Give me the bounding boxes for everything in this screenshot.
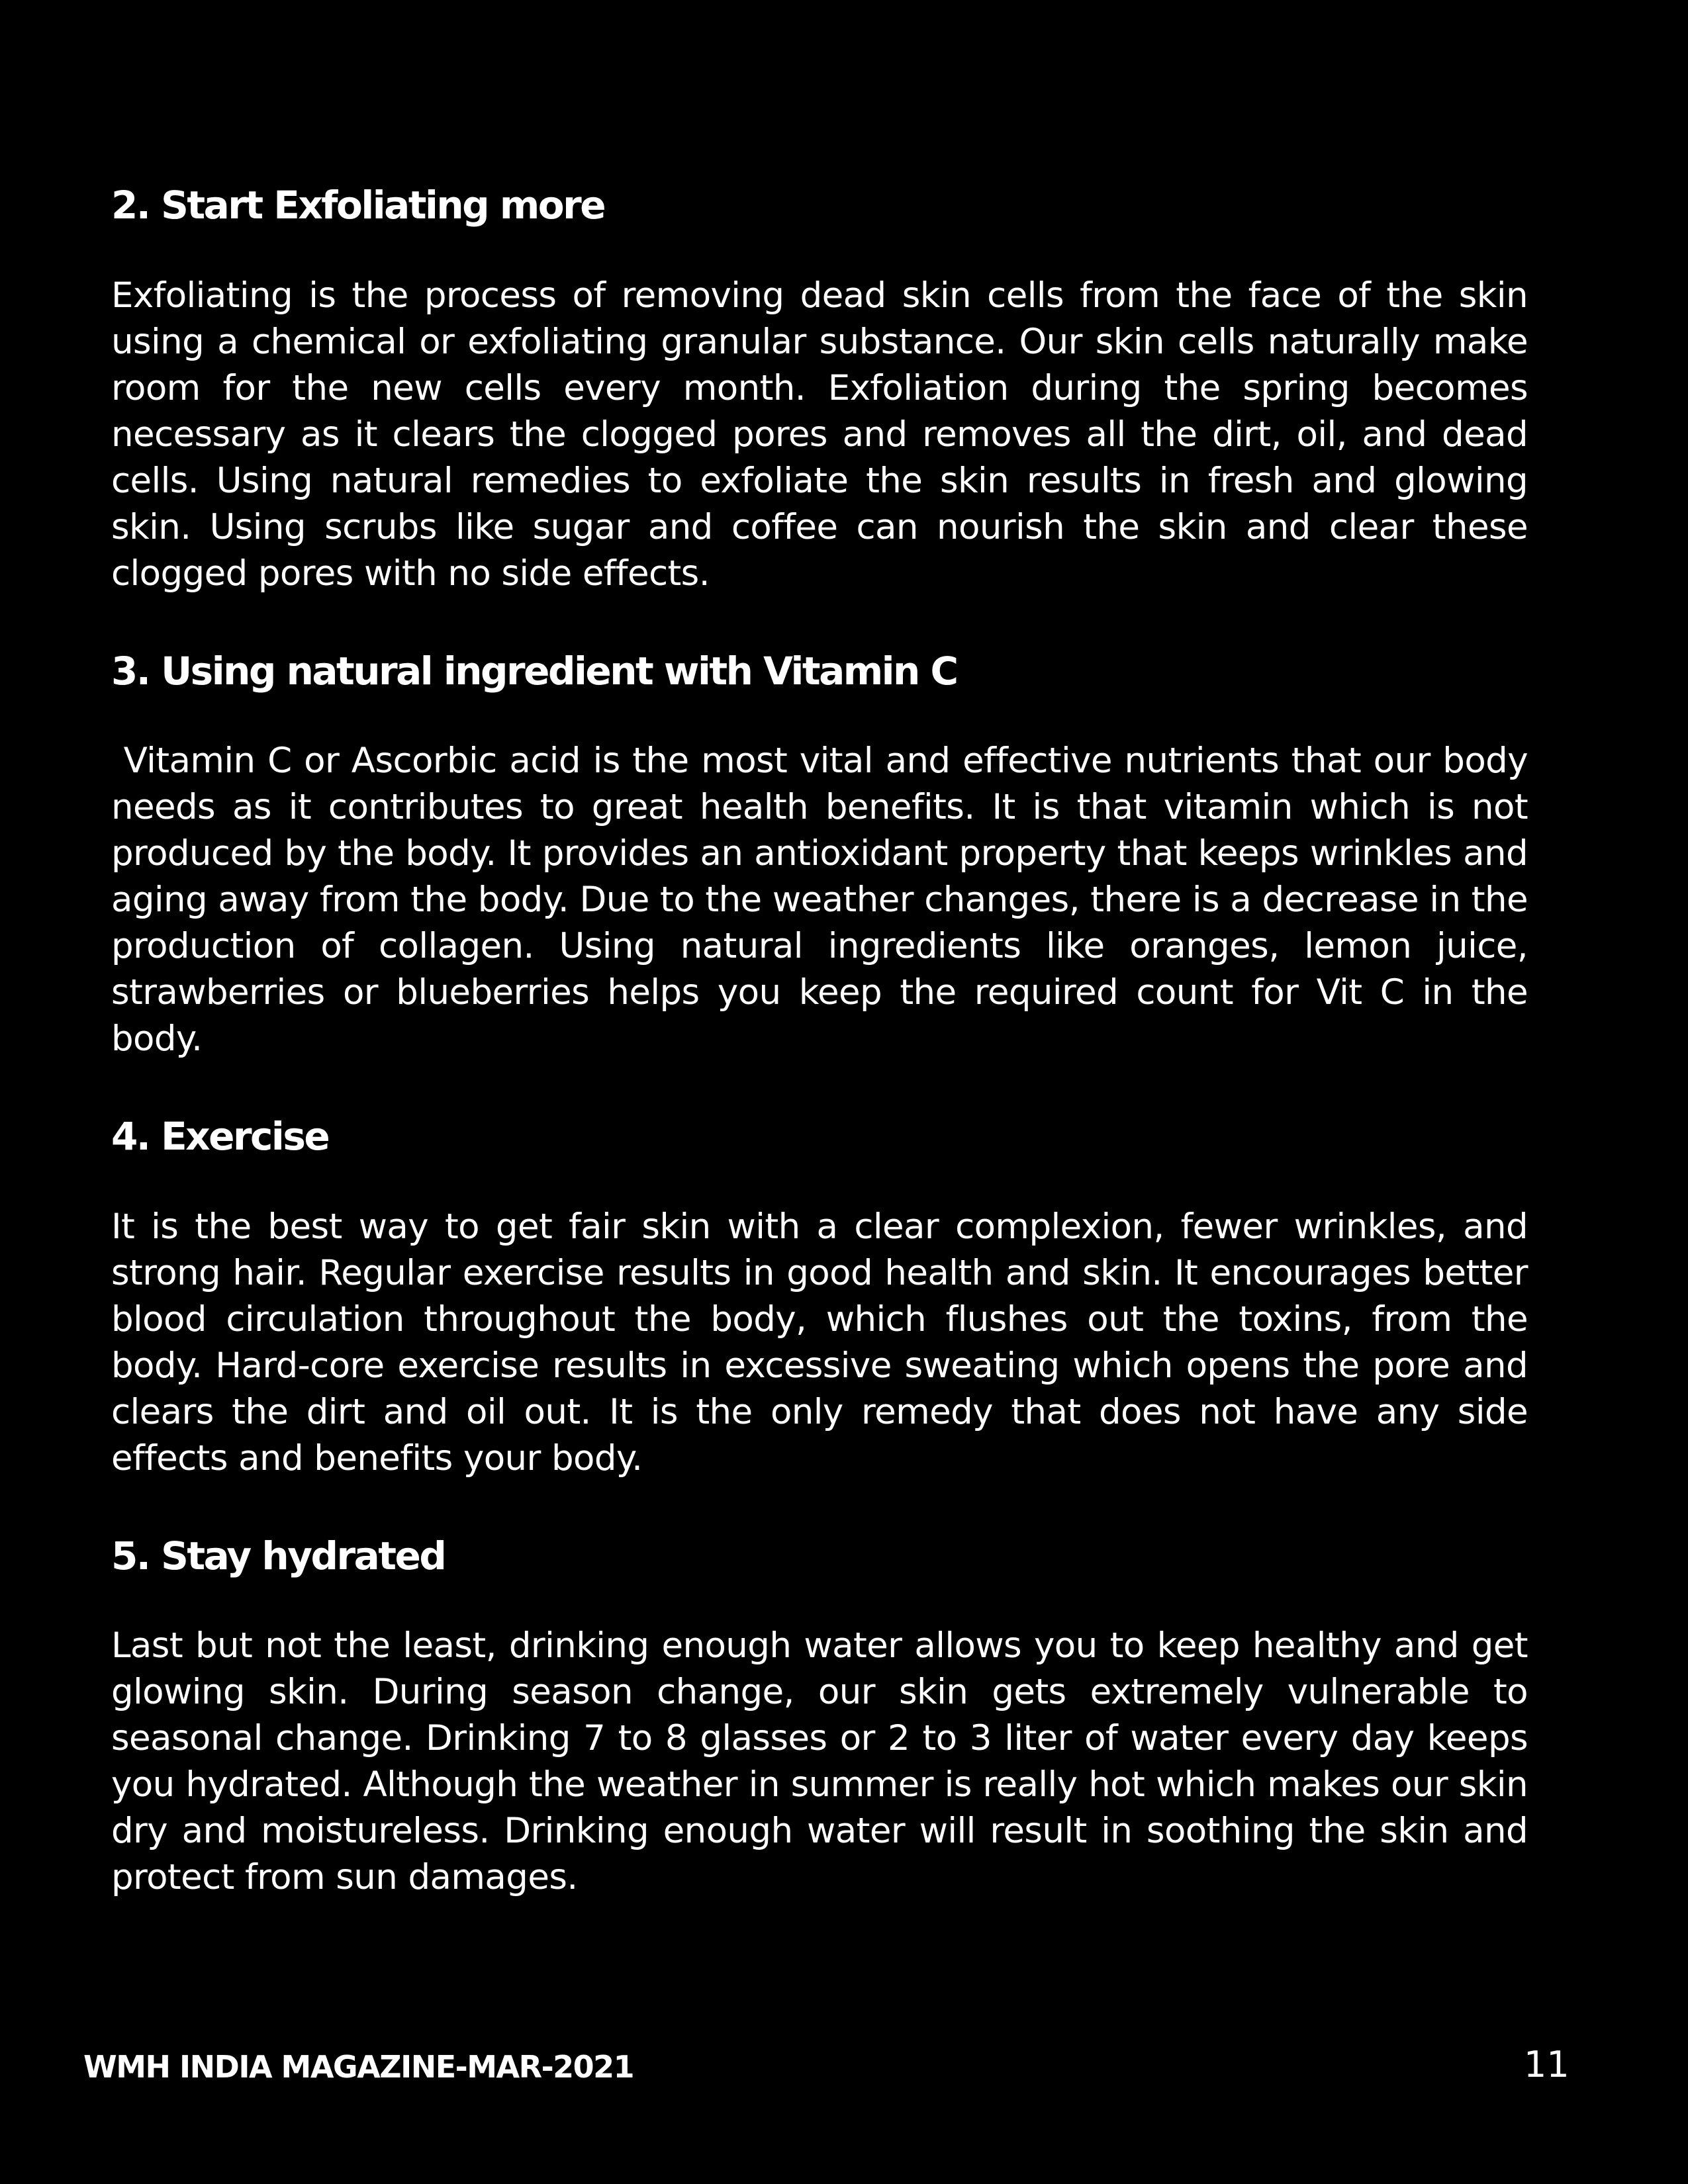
section-exfoliating — [111, 183, 1528, 649]
section-heading: 2. Start Exfoliating more — [111, 183, 605, 228]
section-paragraph: Last but not the least, drinking enough water allows you to keep healthy and get glowing skin. During season change, our skin gets extremely vulnerable to seasonal change. Drinking 7 to 8 glasses or 2 to 3 liter of water every day keeps you hydrated. Although the weather in summer is really hot which makes our skin dry and moistureless. Drinking enough water will result in soothing the skin and protect from sun damages. — [111, 1625, 1528, 1898]
section-paragraph: Exfoliating is the process of removing dead skin cells from the face of the skin using a chemical or exfoliating granular substance. Our skin cells naturally make room for the new cells every month. Exfoliation during the spring becomes necessary as it clears the clogged pores and removes all the dirt, oil, and dead cells. Using natural remedies to exfoliate the skin results in fresh and glowing skin. Using scrubs like sugar and coffee can nourish the skin and clear these clogged pores with no side effects. — [111, 275, 1528, 594]
footer-publication-title: WMH INDIA MAGAZINE-MAR-2021 — [83, 2049, 634, 2085]
section-exercise — [111, 1114, 1528, 1533]
page-number: 11 — [1524, 2044, 1570, 2085]
article-content — [111, 183, 1539, 1901]
section-stay-hydrated — [111, 1533, 1528, 1901]
section-paragraph: It is the best way to get fair skin with a clear complexion, fewer wrinkles, and strong hair. Regular exercise results in good health and skin. It encourages better blood circulation throughout the body, which flushes out the toxins, from the body. Hard-core exercise results in excessive sweating which opens the pore and clears the dirt and oil out. It is the only remedy that does not have any side effects and benefits your body. — [111, 1206, 1528, 1479]
section-heading: 5. Stay hydrated — [111, 1533, 445, 1578]
section-paragraph: Vitamin C or Ascorbic acid is the most vital and effective nutrients that our body needs as it contributes to great health benefits. It is that vitamin which is not produced by the body. It provides an antioxidant property that keeps wrinkles and aging away from the body. Due to the weather changes, there is a decrease in the production of collagen. Using natural ingredients like oranges, lemon juice, strawberries or blueberries helps you keep the required count for Vit C in the body. — [111, 741, 1539, 1060]
section-vitamin-c — [111, 648, 1539, 1115]
section-heading: 3. Using natural ingredient with Vitamin C — [111, 648, 957, 694]
section-heading: 4. Exercise — [111, 1114, 329, 1160]
